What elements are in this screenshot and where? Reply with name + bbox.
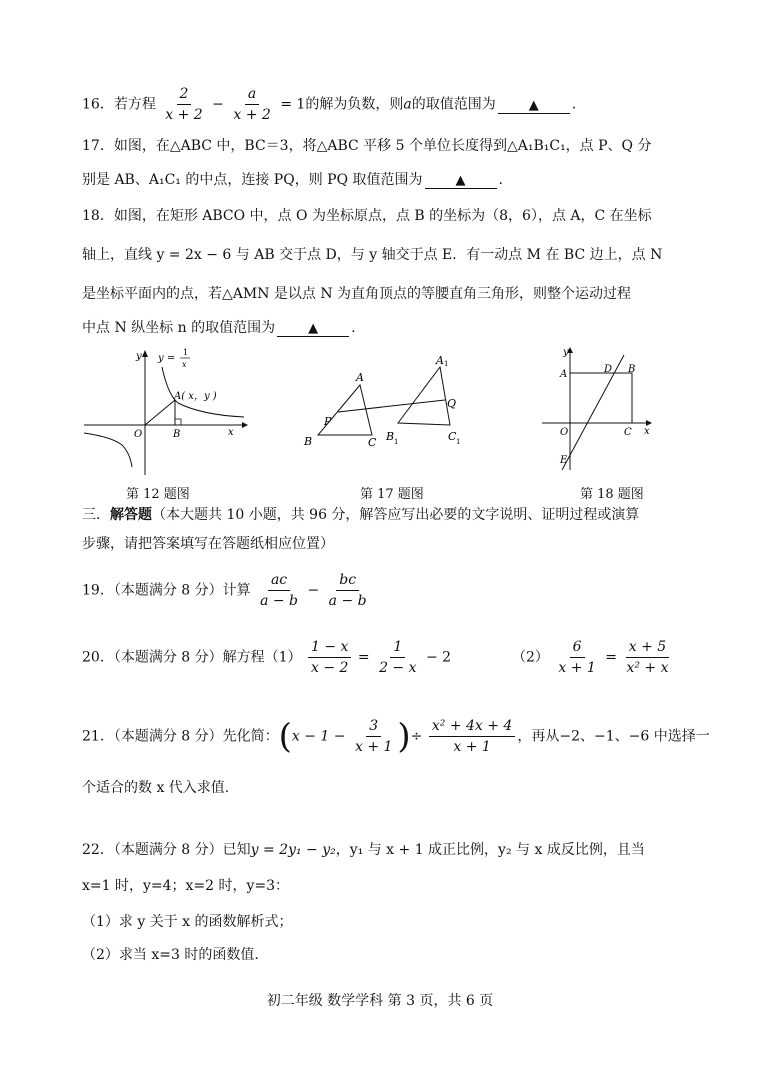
label-o: O — [560, 427, 569, 438]
point-a-label: A( x，y ) — [174, 391, 217, 402]
figure-17-caption: 第 17 题图 — [360, 487, 424, 502]
page-footer: 初二年级 数学学科 第 3 页，共 6 页 — [266, 993, 494, 1009]
answer-blank: ▲ — [277, 322, 349, 337]
answer-blank: ▲ — [498, 99, 570, 114]
label-b1-sub: 1 — [394, 438, 399, 446]
point-b-label: B — [173, 429, 181, 440]
question-16: 16．若方程 $\frac{2}{x + 2}$ − $\frac{a}{x + 2}$ = 1的解为负数，则a的取值范围为 ▲ . — [82, 86, 577, 123]
label-d: D — [604, 364, 613, 375]
y-axis-label: y — [136, 351, 142, 362]
label-a1-sub: 1 — [444, 360, 449, 368]
question-17-line-1: 17．如图，在△ABC 中，BC＝3，将△ABC 平移 5 个单位长度得到△A₁B₁C₁，点 P、Q 分 — [82, 138, 652, 154]
question-22-line-2: x=1 时，y=4；x=2 时，y=3： — [82, 878, 290, 894]
fraction: $\frac{\text{x² + 4x + 4}}{x + 1}$ — [429, 718, 515, 755]
figure-18 — [540, 345, 660, 475]
fraction: $\frac{6}{x + 1}$ — [558, 639, 596, 676]
question-18-line-3: 是坐标平面内的点，若△AMN 是以点 N 为直角顶点的等腰直角三角形，则整个运动过程 — [82, 286, 632, 302]
fraction: $\frac{1}{2 - x}$ — [379, 639, 417, 676]
x-axis-label: x — [644, 426, 650, 437]
label-b: B — [628, 364, 636, 375]
figure-12 — [82, 345, 252, 480]
question-20-part-2: （2） $\frac{6}{x + 1}$ = $\frac{x + 5}{\text{x² + x}}$ — [512, 639, 674, 676]
question-18-line-4: 中点 N 纵坐标 n 的取值范围为 ▲ . — [82, 320, 356, 336]
section-3-instructions: 步骤，请把答案填写在答题纸相应位置） — [82, 536, 334, 552]
label-a1: A — [436, 354, 444, 367]
label-b1: B — [386, 430, 395, 443]
question-22-line-1: 22．（本题满分 8 分）已知y = 2y₁ − y₂，y₁ 与 x + 1 成正比例，y₂ 与 x 成反比例，且当 — [82, 842, 645, 858]
question-22-sub-1: （1）求 y 关于 x 的函数解析式； — [82, 914, 293, 930]
question-18-line-2: 轴上，直线 y = 2x − 6 与 AB 交于点 D，与 y 轴交于点 E．有一动点 M 在 BC 边上，点 N — [82, 247, 663, 263]
label-e: E — [560, 455, 568, 466]
fraction: $\frac{2}{x + 2}$ — [165, 86, 203, 123]
answer-blank: ▲ — [425, 174, 497, 189]
question-21: 21．（本题满分 8 分）先化简：(x − 1 − $\frac{3}{x + 1}$ )÷ $\frac{\text{x² + 4x + 4}}{x + 1}$ ，再从−2、−1、−6 中选择一 — [82, 716, 710, 757]
section-3-heading: 三．解答题（本大题共 10 小题，共 96 分，解答应写出必要的文字说明、证明过程或演算 — [82, 507, 640, 523]
fraction: $\frac{bc}{a - b}$ — [328, 572, 367, 609]
fraction: $\frac{1 - x}{x - 2}$ — [308, 639, 351, 676]
question-18-line-1: 18．如图，在矩形 ABCO 中，点 O 为坐标原点，点 B 的坐标为（8，6），点 A，C 在坐标 — [82, 208, 652, 224]
fraction: $\frac{3}{x + 1}$ — [354, 718, 393, 755]
label-p: P — [324, 415, 332, 428]
label-b: B — [304, 435, 313, 448]
question-20: 20．（本题满分 8 分）解方程（1） $\frac{1 - x}{x - 2}$ = $\frac{1}{2 - x}$ − 2 — [82, 639, 452, 676]
y-axis-label: y — [563, 347, 569, 358]
fraction: $\frac{a}{x + 2}$ — [233, 86, 271, 123]
figure-17 — [300, 345, 480, 475]
fraction: $\frac{x + 5}{\text{x² + x}}$ — [626, 639, 669, 676]
origin-label: O — [134, 429, 143, 440]
function-denominator: x — [182, 360, 187, 369]
label-c: C — [624, 427, 632, 438]
question-19: 19．（本题满分 8 分）计算 $\frac{ac}{a - b}$ − $\frac{bc}{a - b}$ — [82, 572, 372, 609]
label-q: Q — [447, 397, 457, 410]
function-numerator: 1 — [183, 348, 189, 357]
function-label: y = — [158, 353, 176, 364]
fraction: $\frac{ac}{a - b}$ — [260, 572, 299, 609]
label-a: A — [356, 371, 364, 384]
figure-12-caption: 第 12 题图 — [126, 487, 190, 502]
label-a: A — [560, 369, 568, 380]
label-c1: C — [448, 430, 457, 443]
label-c: C — [368, 436, 377, 449]
question-22-sub-2: （2）求当 x=3 时的函数值. — [82, 947, 259, 963]
question-21-line-2: 个适合的数 x 代入求值. — [82, 780, 230, 796]
figure-18-caption: 第 18 题图 — [580, 487, 644, 502]
question-17-line-2: 别是 AB、A₁C₁ 的中点，连接 PQ，则 PQ 取值范围为 ▲ . — [82, 172, 503, 188]
x-axis-label: x — [228, 427, 234, 438]
label-c1-sub: 1 — [456, 438, 461, 446]
